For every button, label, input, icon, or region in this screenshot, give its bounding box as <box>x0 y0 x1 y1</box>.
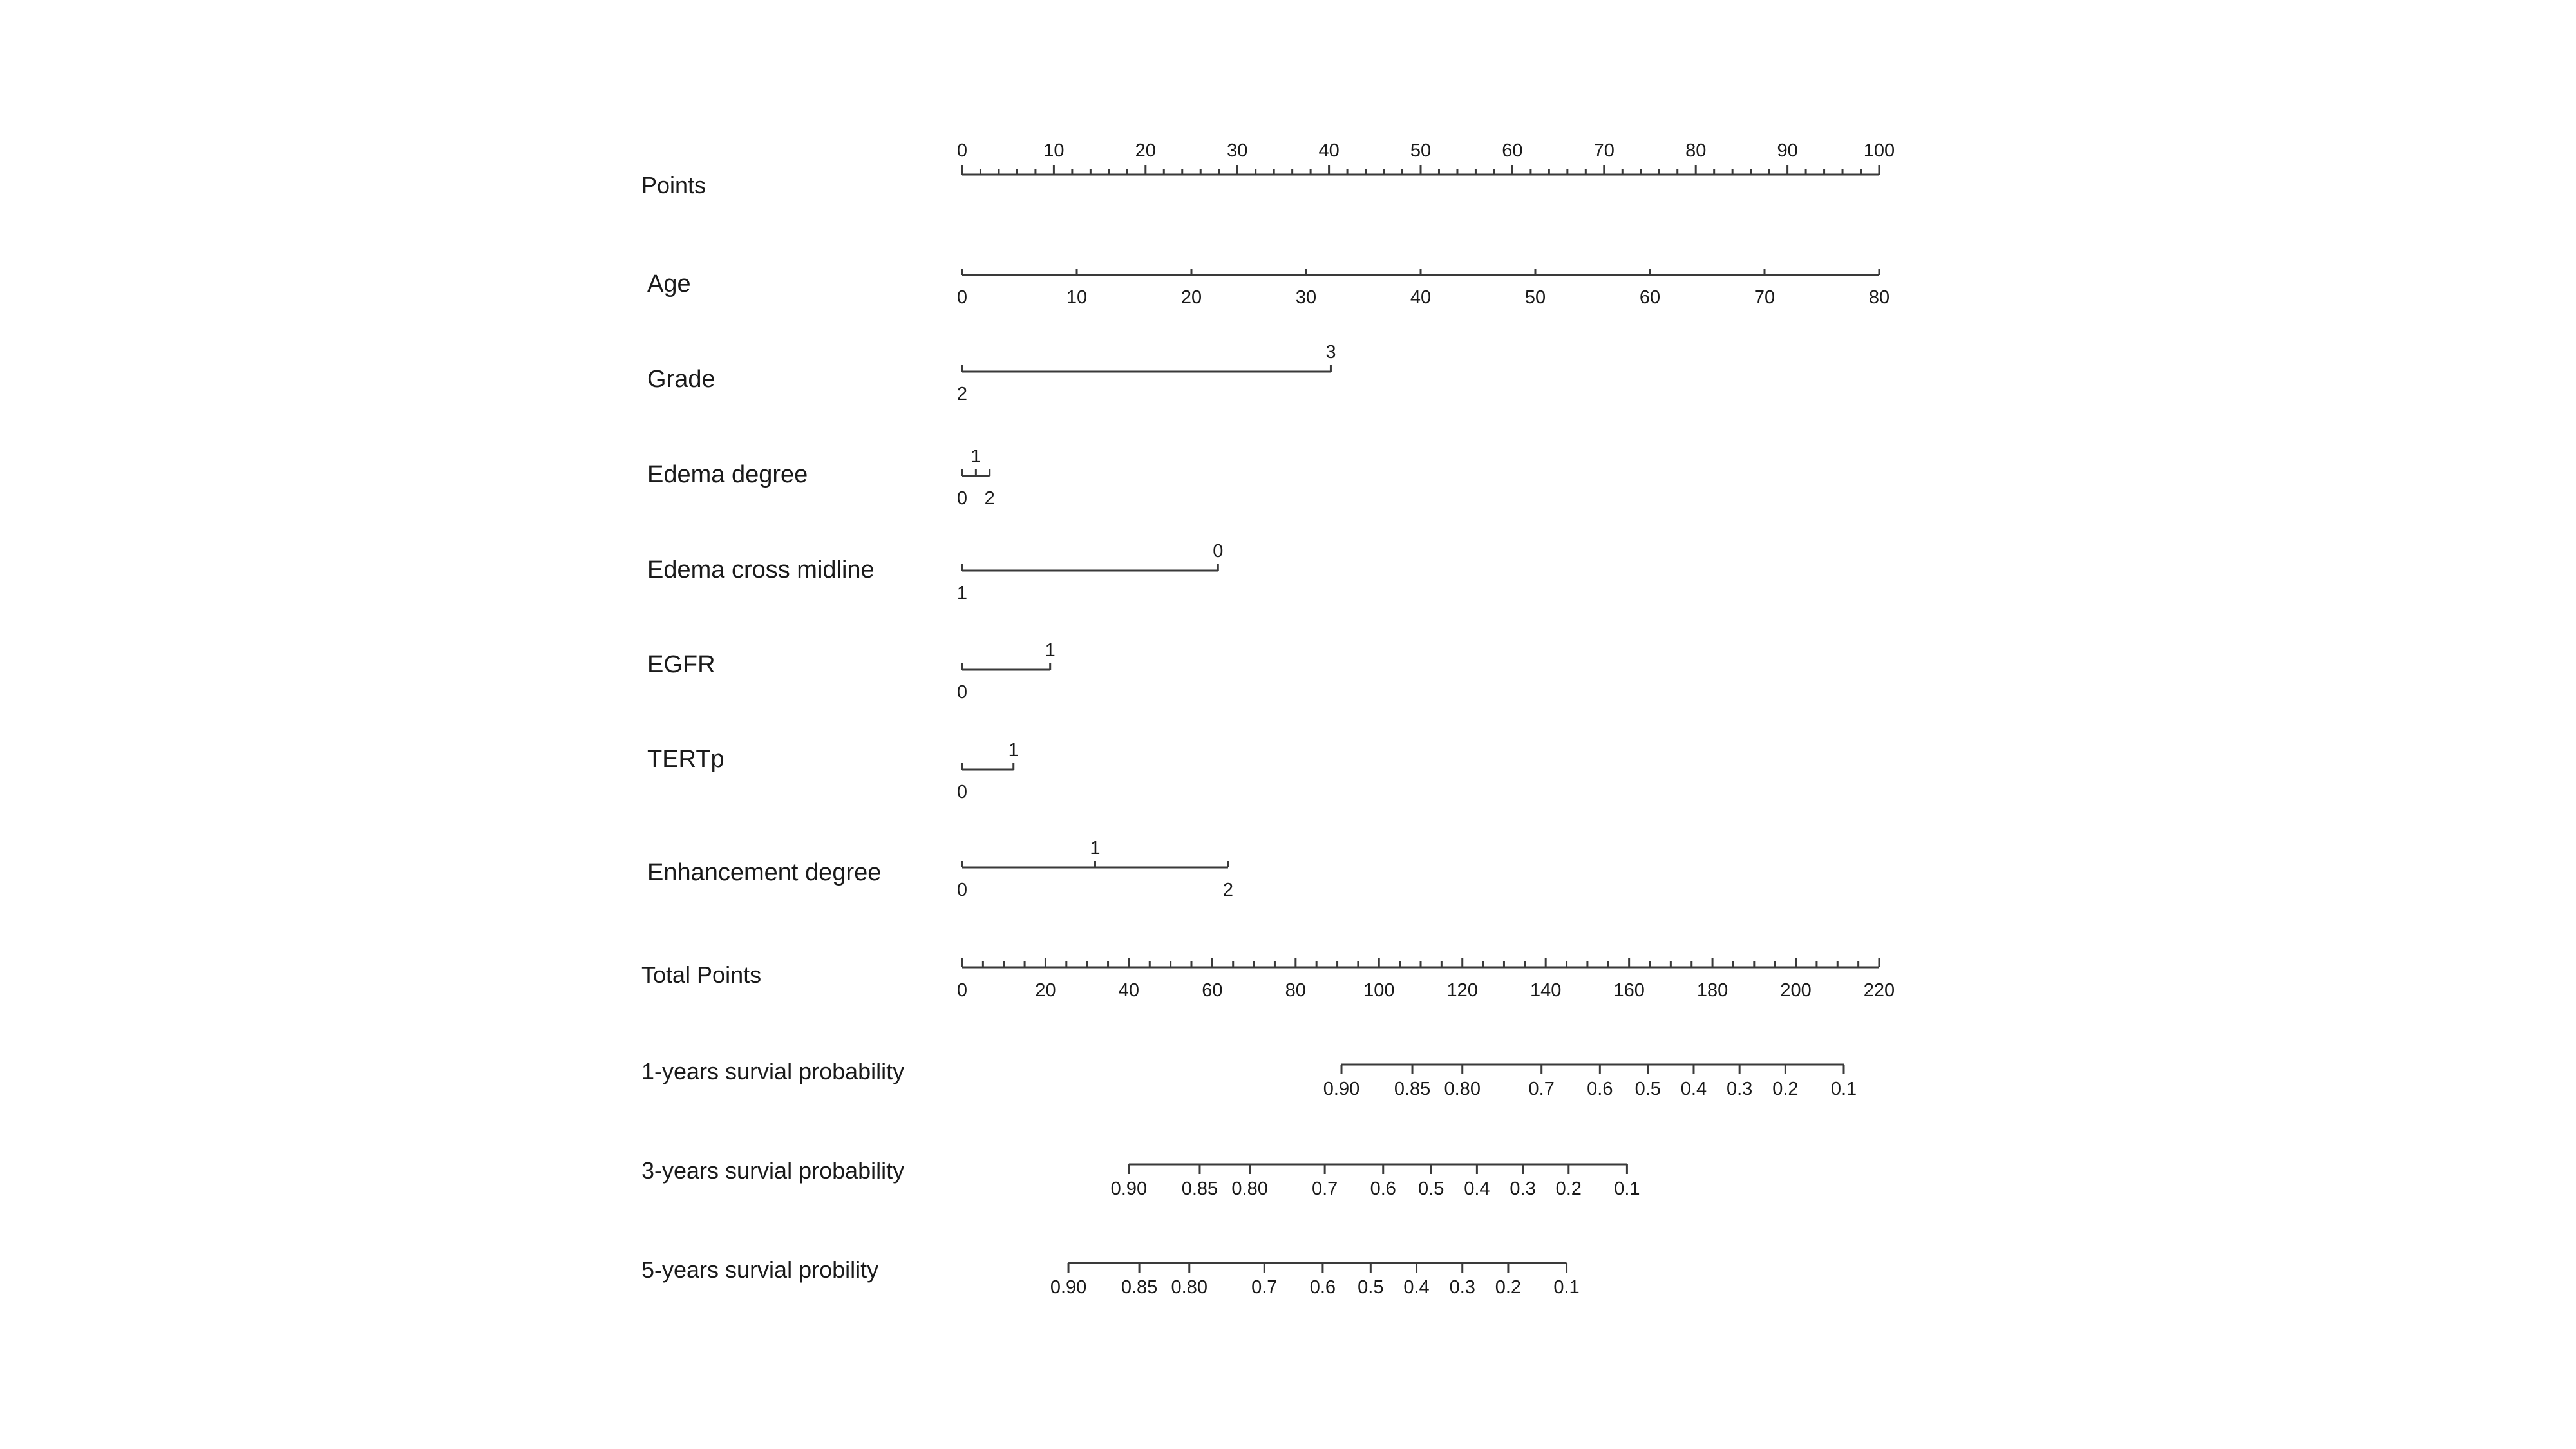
variable-row-edema-cross-midline <box>647 541 1223 603</box>
variable-tick-label: 80 <box>1868 287 1890 308</box>
total-points-tick-label: 20 <box>1035 980 1056 1001</box>
variable-tick-label: 0 <box>956 782 968 802</box>
total-points-label: Total Points <box>641 961 762 988</box>
probability-tick-label: 0.80 <box>1444 1079 1481 1099</box>
variable-scales <box>647 269 1889 900</box>
variable-label: Edema degree <box>647 461 808 488</box>
points-tick-label: 80 <box>1685 140 1707 161</box>
variable-tick-label: 50 <box>1524 287 1546 308</box>
probability-tick-label: 0.85 <box>1181 1179 1218 1199</box>
variable-tick-label: 0 <box>956 488 968 509</box>
points-tick-label: 10 <box>1043 140 1065 161</box>
probability-scales <box>641 1058 1857 1298</box>
variable-label: Enhancement degree <box>647 859 882 886</box>
variable-tick-label: 1 <box>956 583 968 603</box>
probability-tick-label: 0.1 <box>1553 1277 1580 1298</box>
variable-tick-label: 10 <box>1066 287 1088 308</box>
probability-tick-label: 0.3 <box>1449 1277 1475 1298</box>
variable-tick-label: 1 <box>1090 838 1101 858</box>
probability-tick-label: 0.4 <box>1680 1079 1707 1099</box>
variable-tick-label: 2 <box>984 488 995 509</box>
variable-row-grade <box>647 342 1336 404</box>
variable-label: Edema cross midline <box>647 556 875 583</box>
total-points-tick-label: 160 <box>1613 980 1645 1001</box>
variable-tick-label: 60 <box>1639 287 1661 308</box>
probability-tick-label: 0.5 <box>1634 1079 1661 1099</box>
variable-tick-label: 20 <box>1180 287 1202 308</box>
probability-tick-label: 0.6 <box>1587 1079 1613 1099</box>
probability-tick-label: 0.3 <box>1510 1179 1536 1199</box>
variable-label: EGFR <box>647 651 715 678</box>
probability-row-2 <box>641 1157 1640 1199</box>
variable-label: Age <box>647 270 691 298</box>
variable-tick-label: 1 <box>1008 740 1019 761</box>
probability-tick-label: 0.90 <box>1050 1277 1087 1298</box>
probability-tick-label: 0.6 <box>1309 1277 1336 1298</box>
variable-row-egfr <box>647 640 1056 703</box>
points-tick-label: 90 <box>1777 140 1798 161</box>
variable-tick-label: 70 <box>1754 287 1776 308</box>
probability-tick-label: 0.90 <box>1323 1079 1360 1099</box>
total-points-tick-label: 40 <box>1118 980 1140 1001</box>
probability-tick-label: 0.85 <box>1394 1079 1431 1099</box>
variable-tick-label: 0 <box>956 880 968 900</box>
variable-row-enhancement-degree <box>647 838 1233 900</box>
total-points-scale <box>641 958 1895 1001</box>
probability-tick-label: 0.7 <box>1311 1179 1338 1199</box>
variable-label: TERTp <box>647 746 724 773</box>
variable-tick-label: 40 <box>1410 287 1432 308</box>
variable-tick-label: 2 <box>1222 880 1234 900</box>
probability-tick-label: 0.5 <box>1418 1179 1444 1199</box>
probability-tick-label: 0.7 <box>1528 1079 1555 1099</box>
points-tick-label: 70 <box>1593 140 1615 161</box>
probability-tick-label: 0.4 <box>1403 1277 1430 1298</box>
probability-tick-label: 0.4 <box>1464 1179 1490 1199</box>
points-scale <box>641 140 1895 198</box>
total-points-tick-label: 100 <box>1363 980 1395 1001</box>
points-tick-label: 100 <box>1863 140 1895 161</box>
variable-row-tertp <box>647 740 1019 802</box>
probability-label: 3-years survial probability <box>641 1157 905 1184</box>
probability-tick-label: 0.80 <box>1231 1179 1268 1199</box>
variable-tick-label: 3 <box>1325 342 1336 363</box>
total-points-tick-label: 120 <box>1446 980 1478 1001</box>
variable-tick-label: 0 <box>956 287 968 308</box>
variable-tick-label: 1 <box>1045 640 1056 661</box>
variable-label: Grade <box>647 366 715 393</box>
probability-label: 5-years survial probility <box>641 1256 879 1283</box>
variable-row-age <box>647 269 1889 308</box>
variable-row-edema-degree <box>647 446 995 509</box>
probability-tick-label: 0.6 <box>1370 1179 1396 1199</box>
probability-tick-label: 0.3 <box>1726 1079 1753 1099</box>
variable-tick-label: 30 <box>1295 287 1317 308</box>
probability-row-1 <box>641 1058 1857 1099</box>
points-tick-label: 0 <box>956 140 968 161</box>
total-points-tick-label: 60 <box>1202 980 1223 1001</box>
points-tick-label: 60 <box>1502 140 1523 161</box>
variable-tick-label: 1 <box>971 446 981 467</box>
probability-label: 1-years survial probability <box>641 1058 905 1084</box>
probability-tick-label: 0.80 <box>1171 1277 1208 1298</box>
total-points-tick-label: 0 <box>956 980 968 1001</box>
total-points-tick-label: 80 <box>1285 980 1306 1001</box>
variable-tick-label: 0 <box>1213 541 1224 562</box>
probability-tick-label: 0.7 <box>1251 1277 1278 1298</box>
total-points-tick-label: 200 <box>1780 980 1812 1001</box>
probability-row-3 <box>641 1256 1580 1298</box>
variable-tick-label: 2 <box>956 384 968 404</box>
variable-tick-label: 0 <box>956 682 968 703</box>
points-label: Points <box>641 172 706 198</box>
points-tick-label: 30 <box>1227 140 1248 161</box>
points-tick-label: 40 <box>1318 140 1340 161</box>
probability-tick-label: 0.2 <box>1772 1079 1799 1099</box>
probability-tick-label: 0.1 <box>1830 1079 1857 1099</box>
probability-tick-label: 0.5 <box>1358 1277 1384 1298</box>
points-tick-label: 50 <box>1410 140 1432 161</box>
probability-tick-label: 0.2 <box>1555 1179 1582 1199</box>
total-points-tick-label: 220 <box>1863 980 1895 1001</box>
total-points-tick-label: 180 <box>1696 980 1728 1001</box>
probability-tick-label: 0.1 <box>1614 1179 1640 1199</box>
probability-tick-label: 0.90 <box>1110 1179 1148 1199</box>
probability-tick-label: 0.85 <box>1121 1277 1158 1298</box>
total-points-tick-label: 140 <box>1530 980 1562 1001</box>
points-tick-label: 20 <box>1135 140 1156 161</box>
probability-tick-label: 0.2 <box>1495 1277 1522 1298</box>
